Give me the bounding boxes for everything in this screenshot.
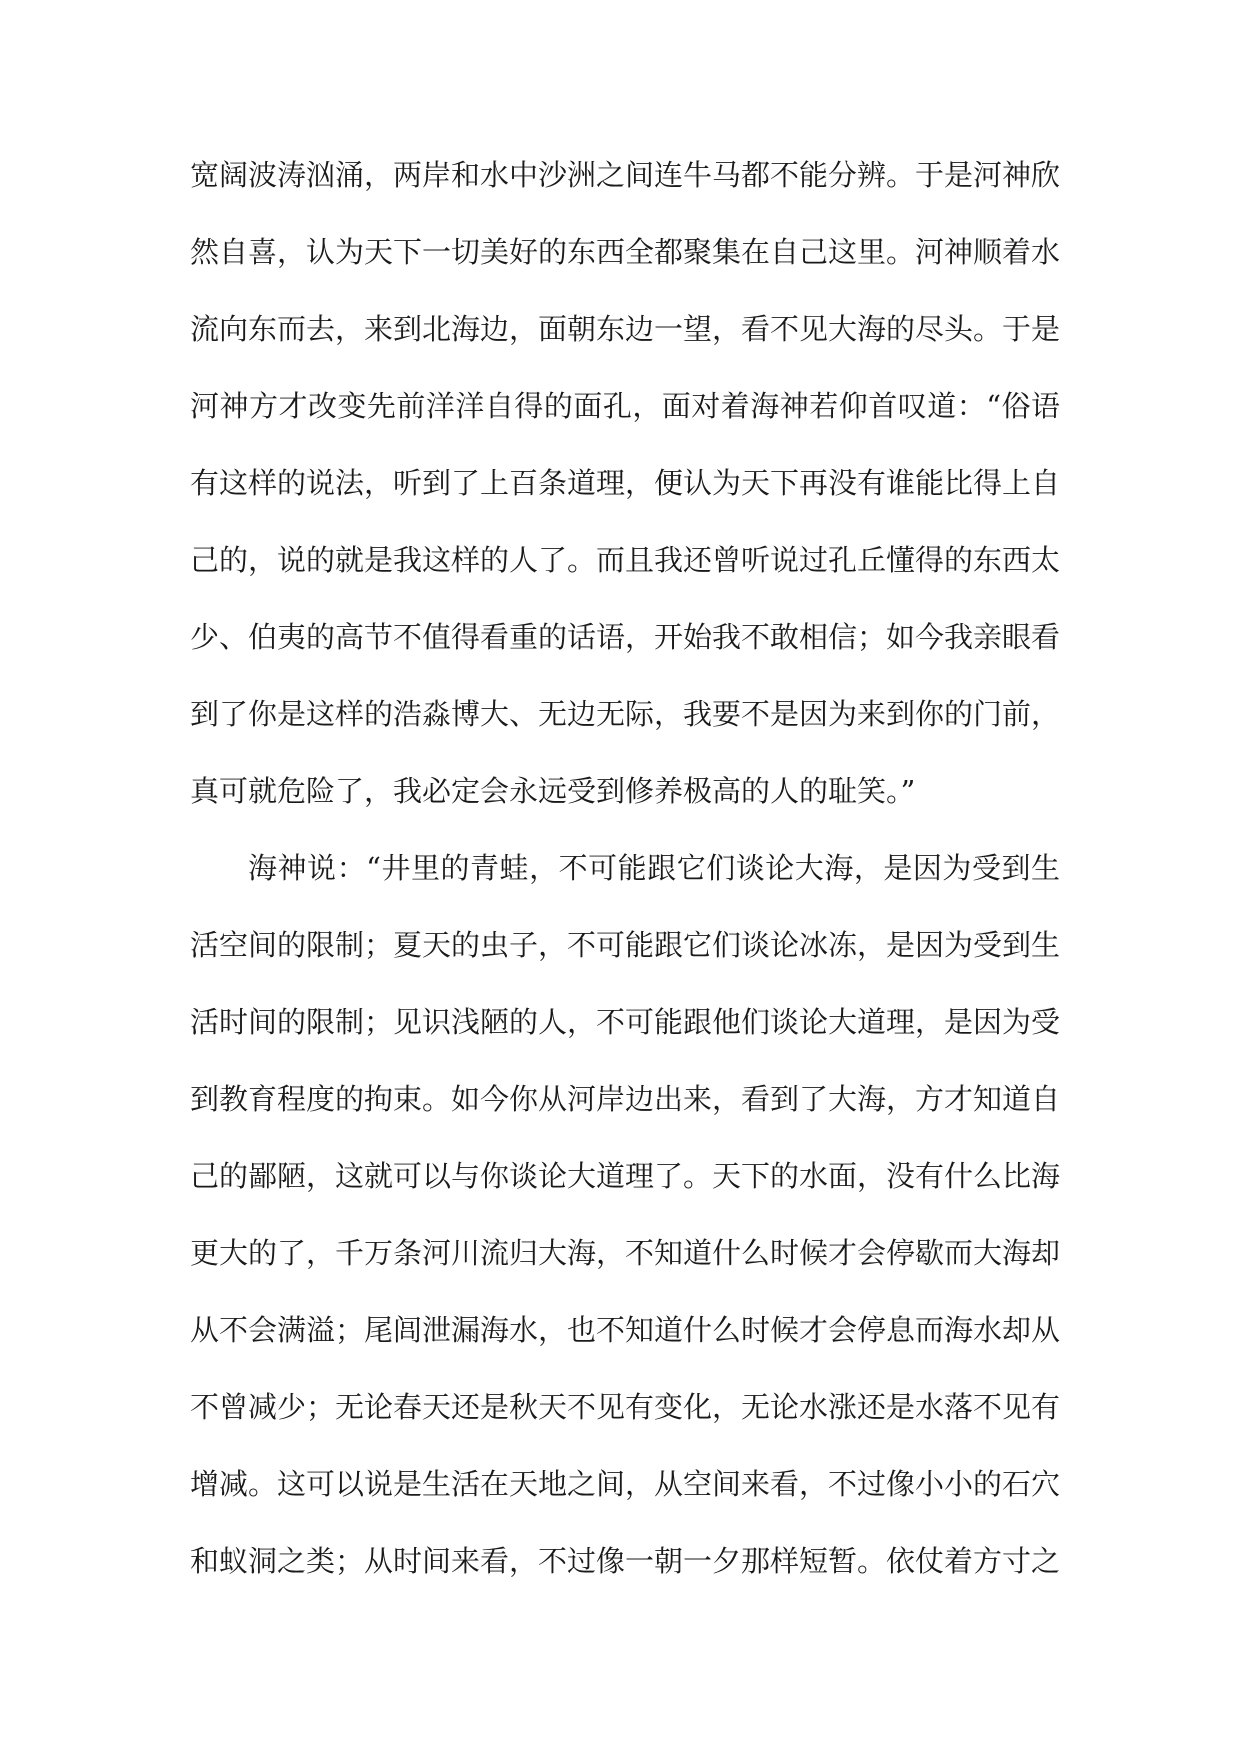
- text-line: 到教育程度的拘束。如今你从河岸边出来，看到了大海，方才知道自: [190, 1082, 1061, 1116]
- text-line: 活空间的限制；夏天的虫子，不可能跟它们谈论冰冻，是因为受到生: [190, 928, 1061, 962]
- text-line: 少、伯夷的高节不值得看重的话语，开始我不敢相信；如今我亲眼看: [190, 620, 1061, 654]
- text-line: 河神方才改变先前洋洋自得的面孔，面对着海神若仰首叹道：“俗语: [190, 389, 1060, 423]
- text-line: 从不会满溢；尾闾泄漏海水，也不知道什么时候才会停息而海水却从: [190, 1313, 1061, 1347]
- text-line: 己的，说的就是我这样的人了。而且我还曾听说过孔丘懂得的东西太: [190, 543, 1061, 577]
- text-line: 到了你是这样的浩淼博大、无边无际，我要不是因为来到你的门前，: [190, 697, 1061, 731]
- paragraph-2: [190, 838, 1060, 1608]
- text-line: 活时间的限制；见识浅陋的人，不可能跟他们谈论大道理，是因为受: [190, 1005, 1061, 1039]
- text-line: 更大的了，千万条河川流归大海，不知道什么时候才会停歇而大海却: [190, 1236, 1061, 1270]
- text-line: 宽阔波涛汹涌，两岸和水中沙洲之间连牛马都不能分辨。于是河神欣: [190, 158, 1061, 192]
- text-line: 增减。这可以说是生活在天地之间，从空间来看，不过像小小的石穴: [190, 1467, 1061, 1501]
- text-line: 海神说：“井里的青蛙，不可能跟它们谈论大海，是因为受到生: [248, 851, 1060, 885]
- text-line: 己的鄙陋，这就可以与你谈论大道理了。天下的水面，没有什么比海: [190, 1159, 1061, 1193]
- text-line: 不曾减少；无论春天还是秋天不见有变化，无论水涨还是水落不见有: [190, 1390, 1061, 1424]
- body-text: [190, 145, 1060, 1608]
- text-line: 然自喜，认为天下一切美好的东西全都聚集在自己这里。河神顺着水: [190, 235, 1061, 269]
- paragraph-1: [190, 145, 1060, 838]
- text-line: 有这样的说法，听到了上百条道理，便认为天下再没有谁能比得上自: [190, 466, 1061, 500]
- text-line: 真可就危险了，我必定会永远受到修养极高的人的耻笑。”: [190, 774, 916, 808]
- text-line: 和蚁洞之类；从时间来看，不过像一朝一夕那样短暂。依仗着方寸之: [190, 1544, 1061, 1578]
- text-line: 流向东而去，来到北海边，面朝东边一望，看不见大海的尽头。于是: [190, 312, 1061, 346]
